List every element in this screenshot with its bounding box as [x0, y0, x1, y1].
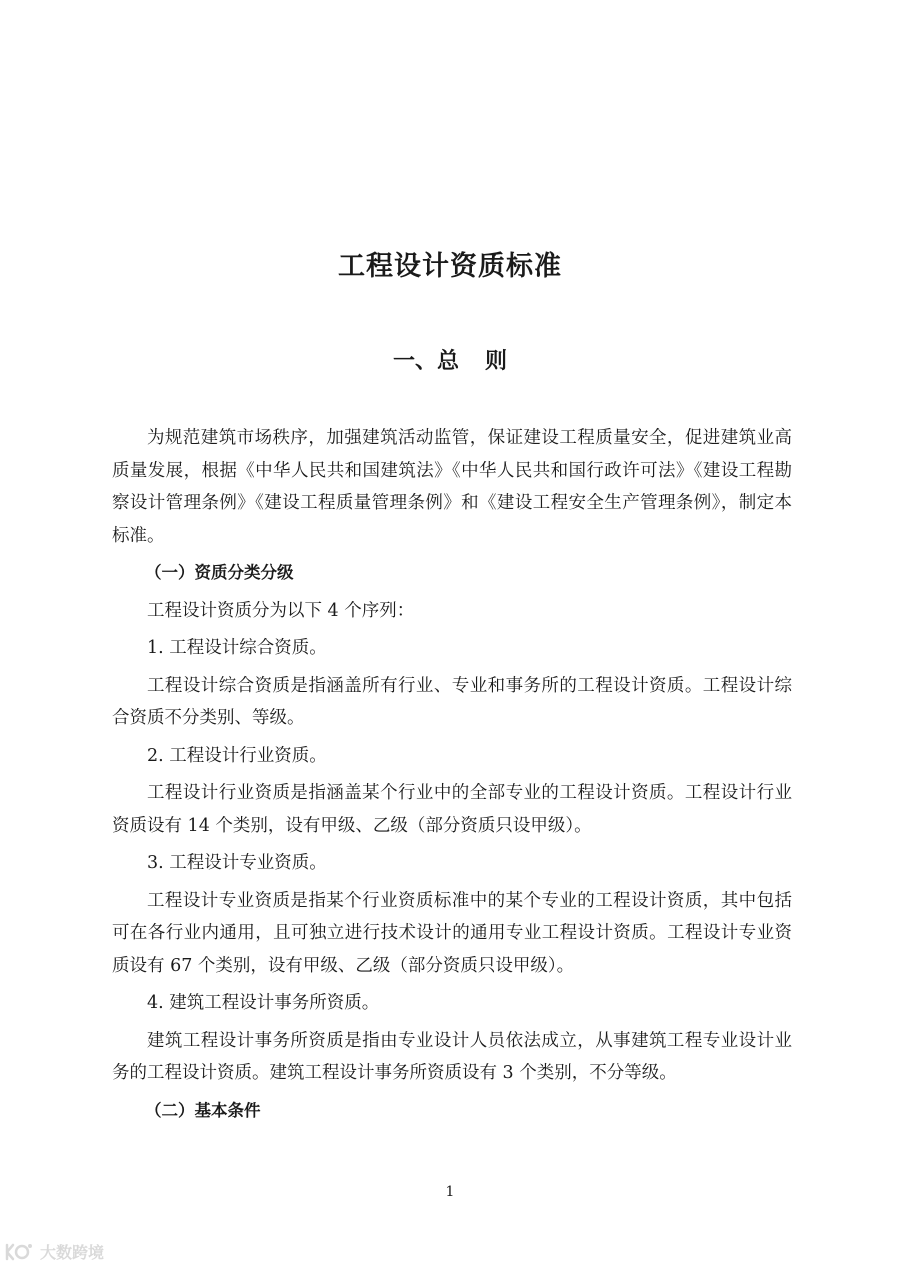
- section-heading-basic-conditions: （二）基本条件: [145, 1100, 261, 1120]
- section-lead: 工程设计资质分为以下 4 个序列：: [147, 600, 415, 621]
- item-4-title: 4. 建筑工程设计事务所资质。: [147, 993, 380, 1013]
- item-4-text: 建筑工程设计事务所资质是指由专业设计人员依法成立，从事建筑工程专业设计业务的工程设计资质。建筑工程设计事务所资质设有 3 个类别，不分等级。: [112, 1030, 792, 1083]
- chapter-title: [0, 344, 900, 375]
- item-2-title: 2. 工程设计行业资质。: [147, 745, 327, 766]
- item-3-title: 3. 工程设计专业资质。: [147, 853, 327, 873]
- section-heading-classification: （一）资质分类分级: [145, 563, 294, 582]
- chapter-word: 则: [485, 349, 508, 374]
- document-body: [112, 422, 792, 1132]
- item-3-text: 工程设计专业资质是指某个行业资质标准中的某个专业的工程设计资质，其中包括可在各行业内通用，且可独立进行技术设计的通用专业工程设计资质。工程设计专业资质设有 67 个类别，设有甲级、乙级（部分资质只设甲级）。: [112, 890, 792, 976]
- intro-paragraph: 为规范建筑市场秩序，加强建筑活动监管，保证建设工程质量安全，促进建筑业高质量发展，根据《中华人民共和国建筑法》《中华人民共和国行政许可法》《建设工程勘察设计管理条例》《建设工程质量管理条例》和《建设工程安全生产管理条例》，制定本标准。: [112, 428, 792, 546]
- item-1-title: 1. 工程设计综合资质。: [147, 638, 327, 658]
- page-number: 1: [445, 1184, 455, 1200]
- watermark: [4, 1240, 104, 1263]
- document-title: 工程设计资质标准: [338, 251, 562, 282]
- brand-logo-icon: [4, 1241, 34, 1263]
- item-2-text: 工程设计行业资质是指涵盖某个行业中的全部专业的工程设计资质。工程设计行业资质设有 14 个类别，设有甲级、乙级（部分资质只设甲级）。: [112, 783, 792, 836]
- chapter-number: 一、总: [392, 349, 459, 374]
- item-1-text: 工程设计综合资质是指涵盖所有行业、专业和事务所的工程设计资质。工程设计综合资质不分类别、等级。: [112, 675, 792, 728]
- watermark-text: 大数跨境: [40, 1243, 105, 1262]
